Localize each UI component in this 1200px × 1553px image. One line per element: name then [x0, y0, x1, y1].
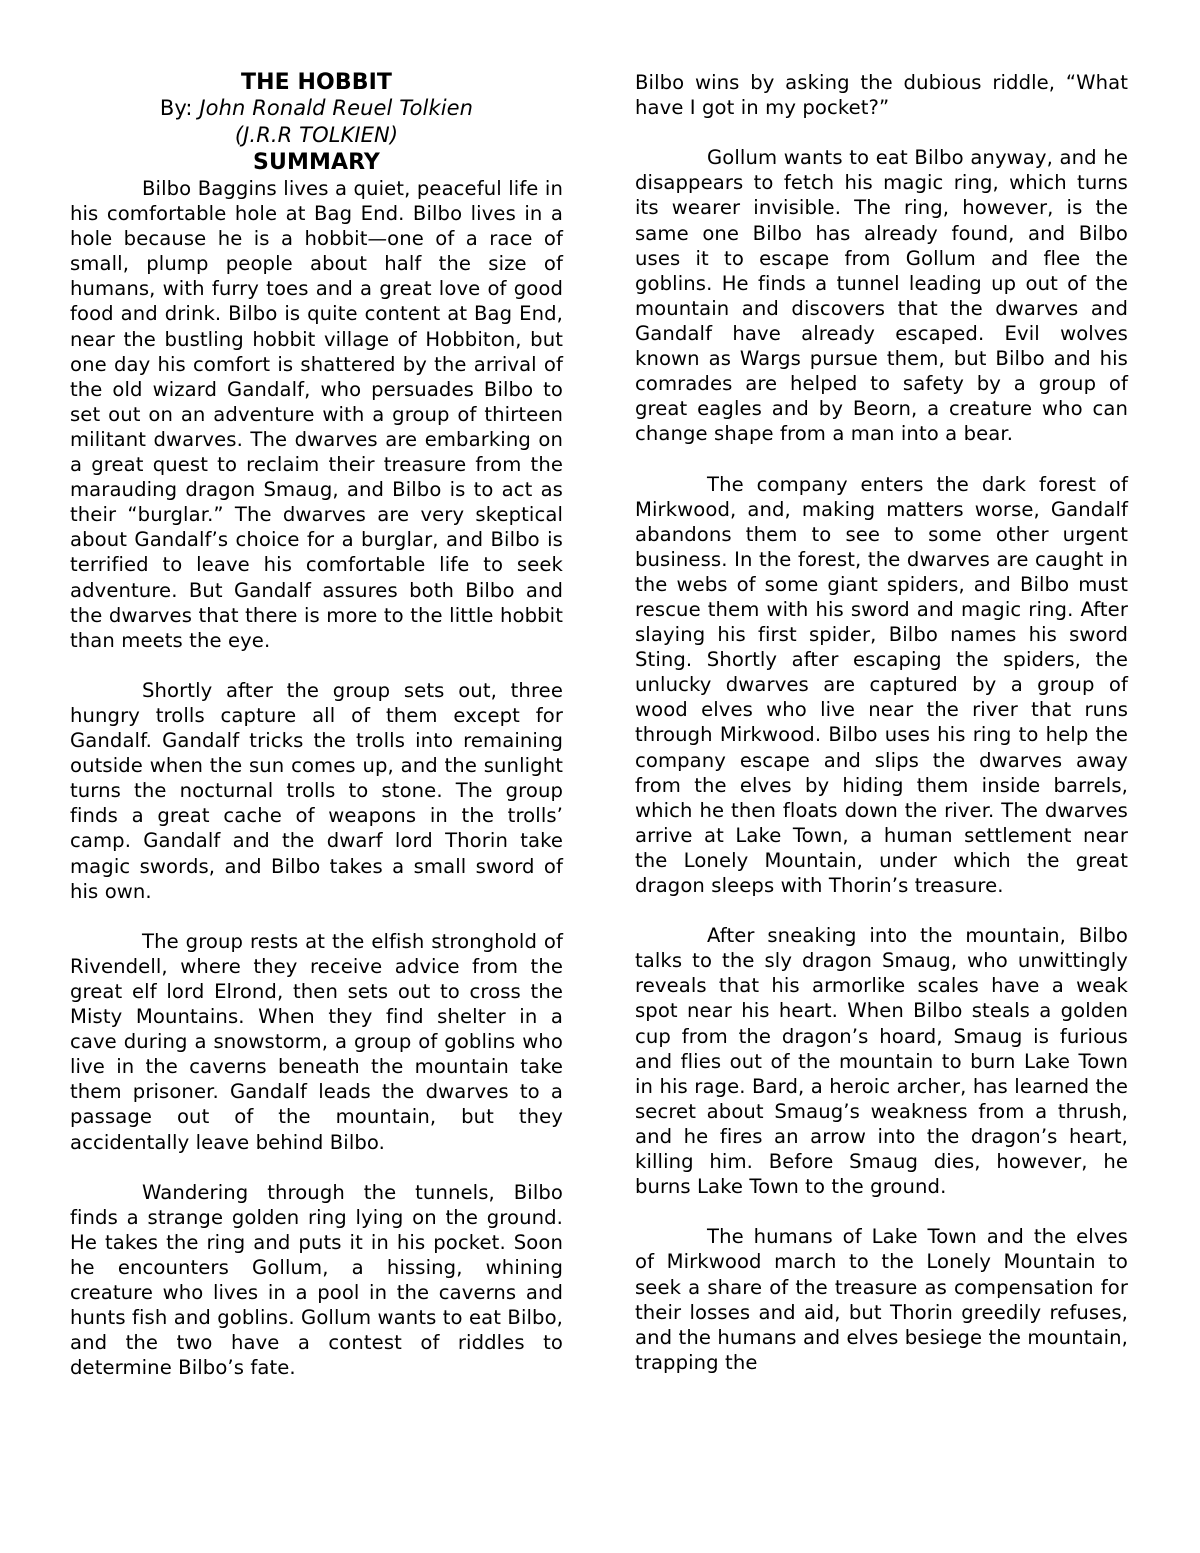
author-name: John Ronald Reuel Tolkien	[199, 96, 474, 120]
summary-paragraph-continued: Bilbo wins by asking the dubious riddle, “What have I got in my pocket?”	[635, 71, 1128, 120]
summary-paragraph: Bilbo Baggins lives a quiet, peaceful life in his comfortable hole at Bag End. Bilbo lives in a hole because he is a hobbit—one of a race of small, plump people about half the size of humans, with furry toes and a great love of good food and drink. Bilbo is quite content at Bag End, near the bustling hobbit village of Hobbiton, but one day his comfort is shattered by the arrival of the old wizard Gandalf, who persuades Bilbo to set out on an adventure with a group of thirteen militant dwarves. The dwarves are embarking on a great quest to reclaim their treasure from the marauding dragon Smaug, and Bilbo is to act as their “burglar.” The dwarves are very skeptical about Gandalf’s choice for a burglar, and Bilbo is terrified to leave his comfortable life to seek adventure. But Gandalf assures both Bilbo and the dwarves that there is more to the little hobbit than meets the eye.	[70, 177, 563, 652]
summary-paragraph: The group rests at the elfish stronghold of Rivendell, where they receive advice from the great elf lord Elrond, then sets out to cross the Misty Mountains. When they find shelter in a cave during a snowstorm, a group of goblins who live in the caverns beneath the mountain take them prisoner. Gandalf leads the dwarves to a passage out of the mountain, but they accidentally leave behind Bilbo.	[70, 929, 563, 1154]
section-heading: SUMMARY	[253, 150, 380, 175]
summary-paragraph: Gollum wants to eat Bilbo anyway, and he disappears to fetch his magic ring, which turns its wearer invisible. The ring, however, is the same one Bilbo has already found, and Bilbo uses it to escape from Gollum and flee the goblins. He finds a tunnel leading up out of the mountain and discovers that the dwarves and Gandalf have already escaped. Evil wolves known as Wargs pursue them, but Bilbo and his comrades are helped to safety by a group of great eagles and by Beorn, a creature who can change shape from a man into a bear.	[635, 146, 1128, 446]
author-byline	[70, 95, 563, 122]
author-short-name: (J.R.R TOLKIEN)	[234, 123, 399, 147]
summary-paragraph: Shortly after the group sets out, three hungry trolls capture all of them except for Gandalf. Gandalf tricks the trolls into remaining outside when the sun comes up, and the sunlight turns the nocturnal trolls to stone. The group finds a great cache of weapons in the trolls’ camp. Gandalf and the dwarf lord Thorin take magic swords, and Bilbo takes a small sword of his own.	[70, 678, 563, 903]
document-header	[70, 70, 563, 176]
summary-paragraph: After sneaking into the mountain, Bilbo talks to the sly dragon Smaug, who unwittingly reveals that his armorlike scales have a weak spot near his heart. When Bilbo steals a golden cup from the dragon’s hoard, Smaug is furious and flies out of the mountain to burn Lake Town in his rage. Bard, a heroic archer, has learned the secret about Smaug’s weakness from a thrush, and he fires an arrow into the dragon’s heart, killing him. Before Smaug dies, however, he burns Lake Town to the ground.	[635, 924, 1128, 1199]
left-column	[70, 70, 563, 1381]
right-column	[635, 70, 1128, 1375]
summary-paragraph: The company enters the dark forest of Mirkwood, and, making matters worse, Gandalf abandons them to see to some other urgent business. In the forest, the dwarves are caught in the webs of some giant spiders, and Bilbo must rescue them with his sword and magic ring. After slaying his first spider, Bilbo names his sword Sting. Shortly after escaping the spiders, the unlucky dwarves are captured by a group of wood elves who live near the river that runs through Mirkwood. Bilbo uses his ring to help the company escape and slips the dwarves away from the elves by hiding them inside barrels, which he then floats down the river. The dwarves arrive at Lake Town, a human settlement near the Lonely Mountain, under which the great dragon sleeps with Thorin’s treasure.	[635, 472, 1128, 897]
summary-paragraph: Wandering through the tunnels, Bilbo finds a strange golden ring lying on the ground. He takes the ring and puts it in his pocket. Soon he encounters Gollum, a hissing, whining creature who lives in a pool in the caverns and hunts fish and goblins. Gollum wants to eat Bilbo, and the two have a contest of riddles to determine Bilbo’s fate.	[70, 1180, 563, 1380]
summary-paragraph: The humans of Lake Town and the elves of Mirkwood march to the Lonely Mountain to seek a share of the treasure as compensation for their losses and aid, but Thorin greedily refuses, and the humans and elves besiege the mountain, trapping the	[635, 1225, 1128, 1374]
document-title: THE HOBBIT	[241, 70, 392, 95]
by-label: By:	[159, 96, 193, 120]
